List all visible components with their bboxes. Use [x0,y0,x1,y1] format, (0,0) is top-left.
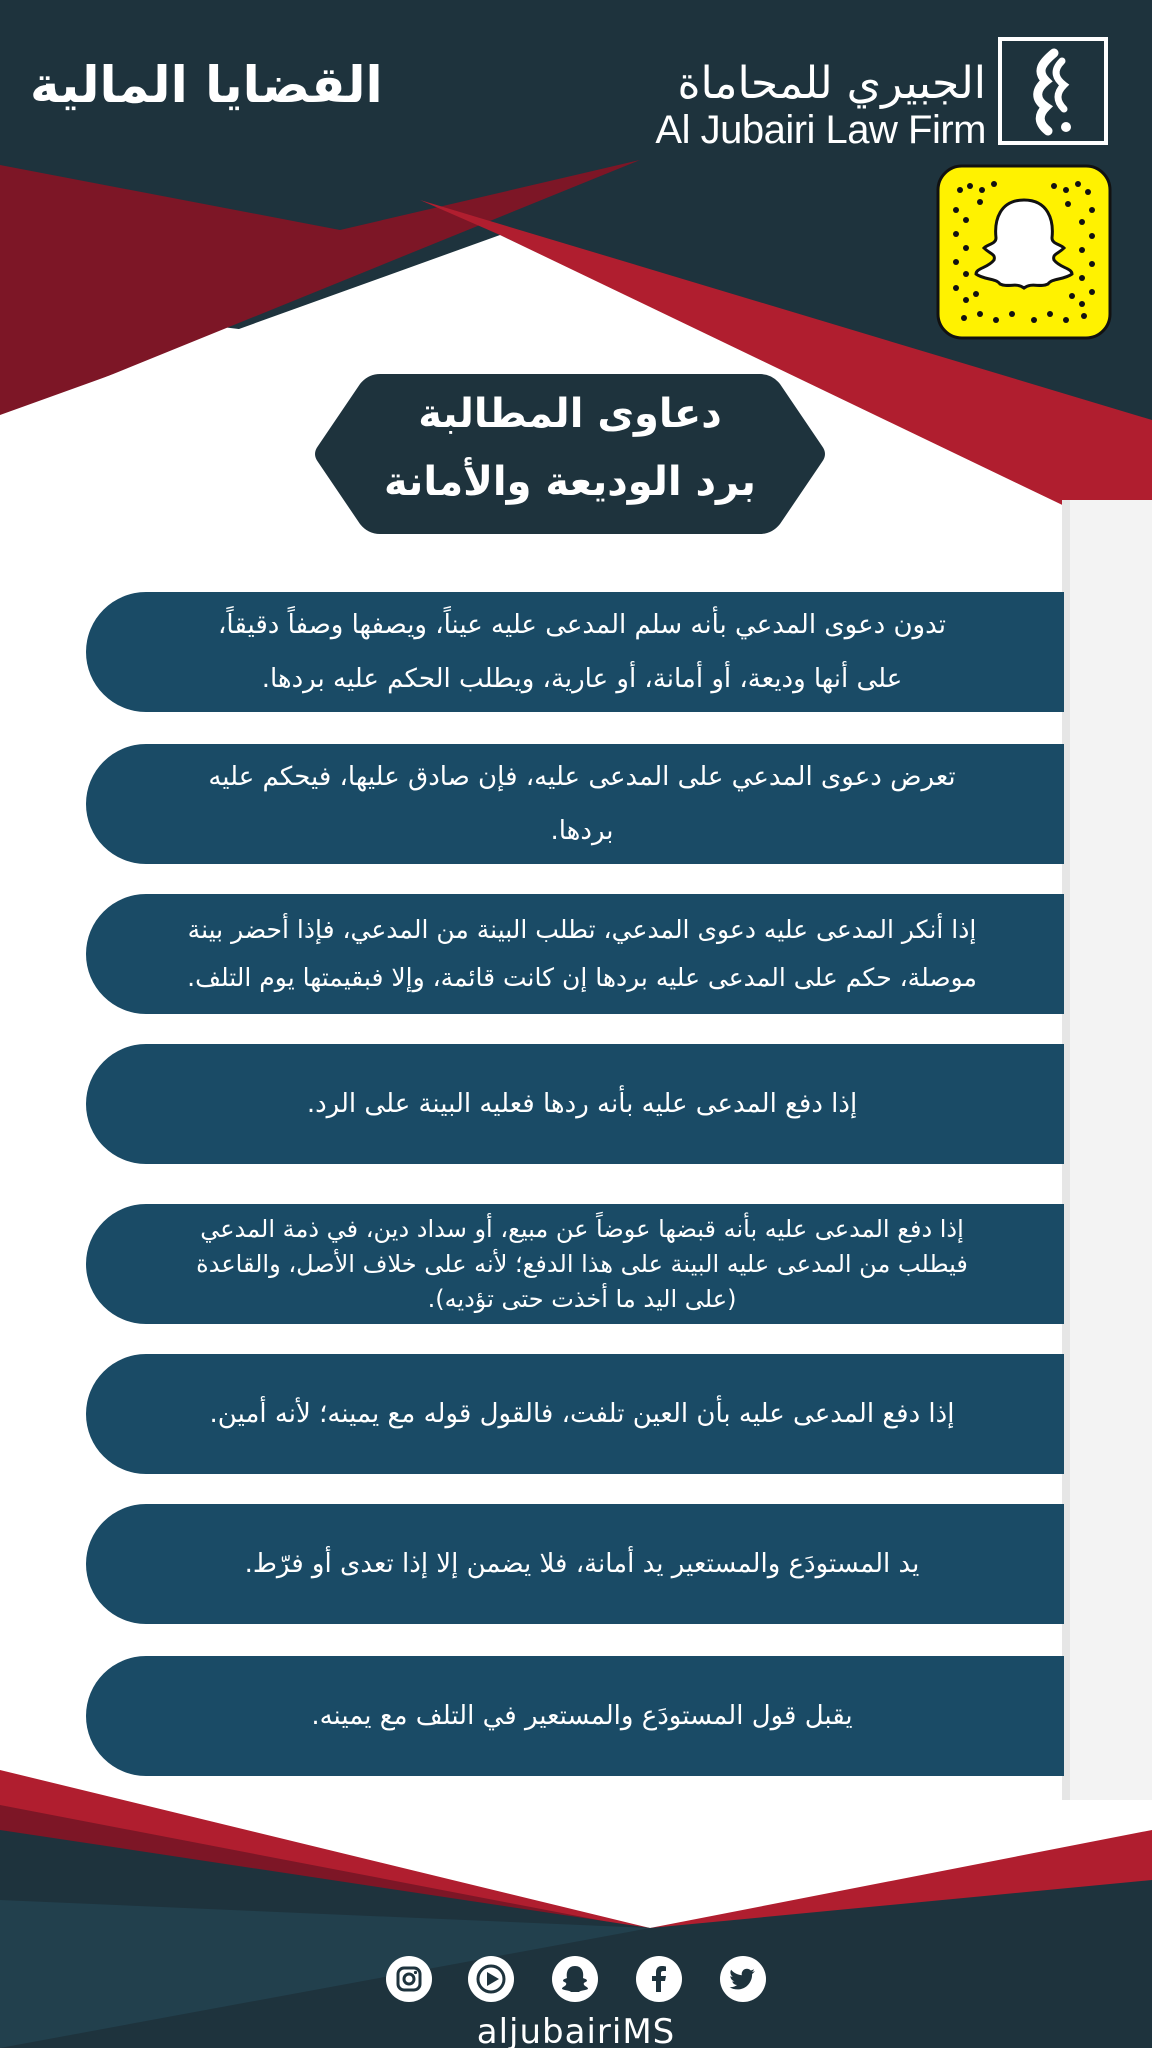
list-item-line: على أنها وديعة، أو أمانة، أو عارية، ويطلب الحكم عليه بردها. [261,664,903,694]
list-item [86,1504,1064,1624]
brand-name-english: Al Jubairi Law Firm [655,108,986,152]
list-item-line: موصلة، حكم على المدعى عليه بردها إن كانت قائمة، وإلا فبقيمتها يوم التلف. [187,963,977,992]
list-item-line: يقبل قول المستودَع والمستعير في التلف مع يمينه. [311,1701,853,1731]
list-item-line: (على اليد ما أخذت حتى تؤديه). [427,1284,737,1313]
list-item-line: إذا أنكر المدعى عليه دعوى المدعي، تطلب البينة من المدعي، فإذا أحضر بينة [187,915,977,944]
social-links [0,1956,1152,2004]
page-title [310,380,830,530]
brand-name-arabic: الجبيري للمحاماة [677,58,986,109]
list-item [86,894,1064,1014]
instagram-icon[interactable] [386,1956,432,2002]
facebook-icon[interactable] [636,1956,682,2002]
list-item [86,592,1064,712]
list-item-line: بردها. [550,816,614,846]
list-item-line: فيطلب من المدعى عليه البينة على هذا الدفع؛ لأنه على خلاف الأصل، والقاعدة [196,1249,968,1278]
firm-logo-mark-icon [1002,41,1104,141]
list-item [86,1354,1064,1474]
page-title-line-1: دعاوى المطالبة [418,391,722,437]
list-item [86,1044,1064,1164]
list-item [86,1204,1064,1324]
firm-logo [998,37,1108,145]
snapcode[interactable] [936,164,1112,340]
list-item-line: تعرض دعوى المدعي على المدعى عليه، فإن صادق عليها، فيحكم عليه [208,762,956,792]
page-title-line-2: برد الوديعة والأمانة [384,459,756,505]
list-item-line: إذا دفع المدعى عليه بأن العين تلفت، فالقول قوله مع يمينه؛ لأنه أمين. [209,1399,955,1429]
list-item-line: يد المستودَع والمستعير يد أمانة، فلا يضمن إلا إذا تعدى أو فرّط. [244,1549,920,1579]
list-item-line: إذا دفع المدعى عليه بأنه قبضها عوضاً عن مبيع، أو سداد دين، في ذمة المدعي [200,1214,964,1243]
social-handle: aljubairiMS [476,2012,676,2052]
snapchat-icon[interactable] [552,1956,598,2002]
youtube-icon[interactable] [468,1956,514,2002]
twitter-icon[interactable] [720,1956,766,2002]
list-item-line: إذا دفع المدعى عليه بأنه ردها فعليه البينة على الرد. [306,1089,858,1119]
list-item [86,744,1064,864]
category-title: القضايا المالية [30,56,383,114]
list-item-line: تدون دعوى المدعي بأنه سلم المدعى عليه عيناً، ويصفها وصفاً دقيقاً، [218,610,946,640]
list-item [86,1656,1064,1776]
